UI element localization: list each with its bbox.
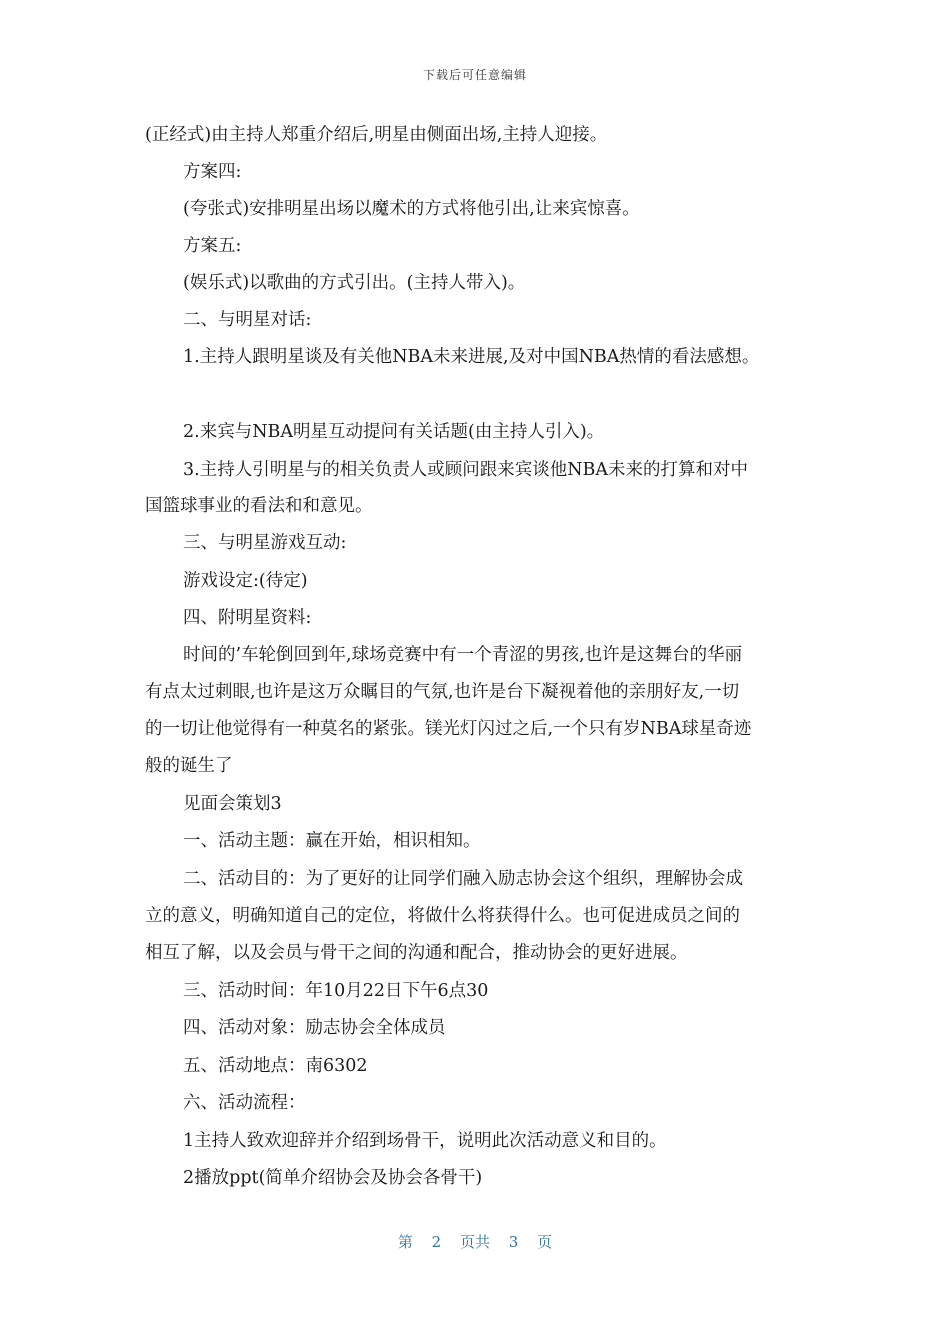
body-line: 游戏设定:(待定) [183,571,308,591]
body-line: 1主持人致欢迎辞并介绍到场骨干，说明此次活动意义和目的。 [183,1131,667,1151]
body-line: (正经式)由主持人郑重介绍后,明星由侧面出场,主持人迎接。 [145,125,608,145]
body-line: 国篮球事业的看法和和意见。 [145,496,373,516]
footer-middle: 页共 [459,1233,490,1251]
body-line: 五、活动地点：南6302 [183,1056,368,1076]
body-line: 的一切让他觉得有一种莫名的紧张。镁光灯闪过之后,一个只有岁NBA球星奇迹 [145,719,752,739]
footer-prefix: 第 [397,1233,413,1251]
body-line: 3.主持人引明星与的相关负责人或顾问跟来宾谈他NBA未来的打算和对中 [183,460,749,480]
body-line: 2播放ppt(简单介绍协会及协会各骨干) [183,1168,483,1188]
body-line: 立的意义，明确知道自己的定位，将做什么将获得什么。也可促进成员之间的 [145,906,740,926]
total-pages-number: 3 [508,1233,519,1251]
section-heading: 一、活动主题：赢在开始，相识相知。 [183,831,481,851]
body-line: (夸张式)安排明星出场以魔术的方式将他引出,让来宾惊喜。 [183,199,640,219]
page-footer [0,1231,950,1252]
body-line: 2.来宾与NBA明星互动提问有关话题(由主持人引入)。 [183,422,605,442]
body-line: 有点太过刺眼,也许是这万众瞩目的气氛,也许是台下凝视着他的亲朋好友,一切 [145,682,740,702]
body-line: 1.主持人跟明星谈及有关他NBA未来进展,及对中国NBA热情的看法感想。 [183,347,760,367]
section-heading: 六、活动流程： [183,1093,306,1113]
section-title: 见面会策划3 [183,794,282,814]
body-line: 三、活动时间：年10月22日下午6点30 [183,981,489,1001]
body-line: 相互了解，以及会员与骨干之间的沟通和配合，推动协会的更好进展。 [145,943,688,963]
current-page-number: 2 [431,1233,442,1251]
body-line: 方案五: [183,236,242,256]
body-line: 般的诞生了 [145,756,233,776]
body-line: 二、活动目的：为了更好的让同学们融入励志协会这个组织，理解协会成 [183,869,743,889]
section-heading: 三、与明星游戏互动: [183,533,347,553]
section-heading: 四、附明星资料: [183,608,312,628]
header-note: 下载后可任意编辑 [422,68,527,82]
footer-suffix: 页 [537,1233,553,1251]
body-line: 时间的’车轮倒回到年,球场竞赛中有一个青涩的男孩,也许是这舞台的华丽 [183,645,743,665]
body-line: (娱乐式)以歌曲的方式引出。(主持人带入)。 [183,273,526,293]
body-line: 四、活动对象：励志协会全体成员 [183,1018,446,1038]
section-heading: 二、与明星对话: [183,310,312,330]
body-line: 方案四: [183,162,242,182]
